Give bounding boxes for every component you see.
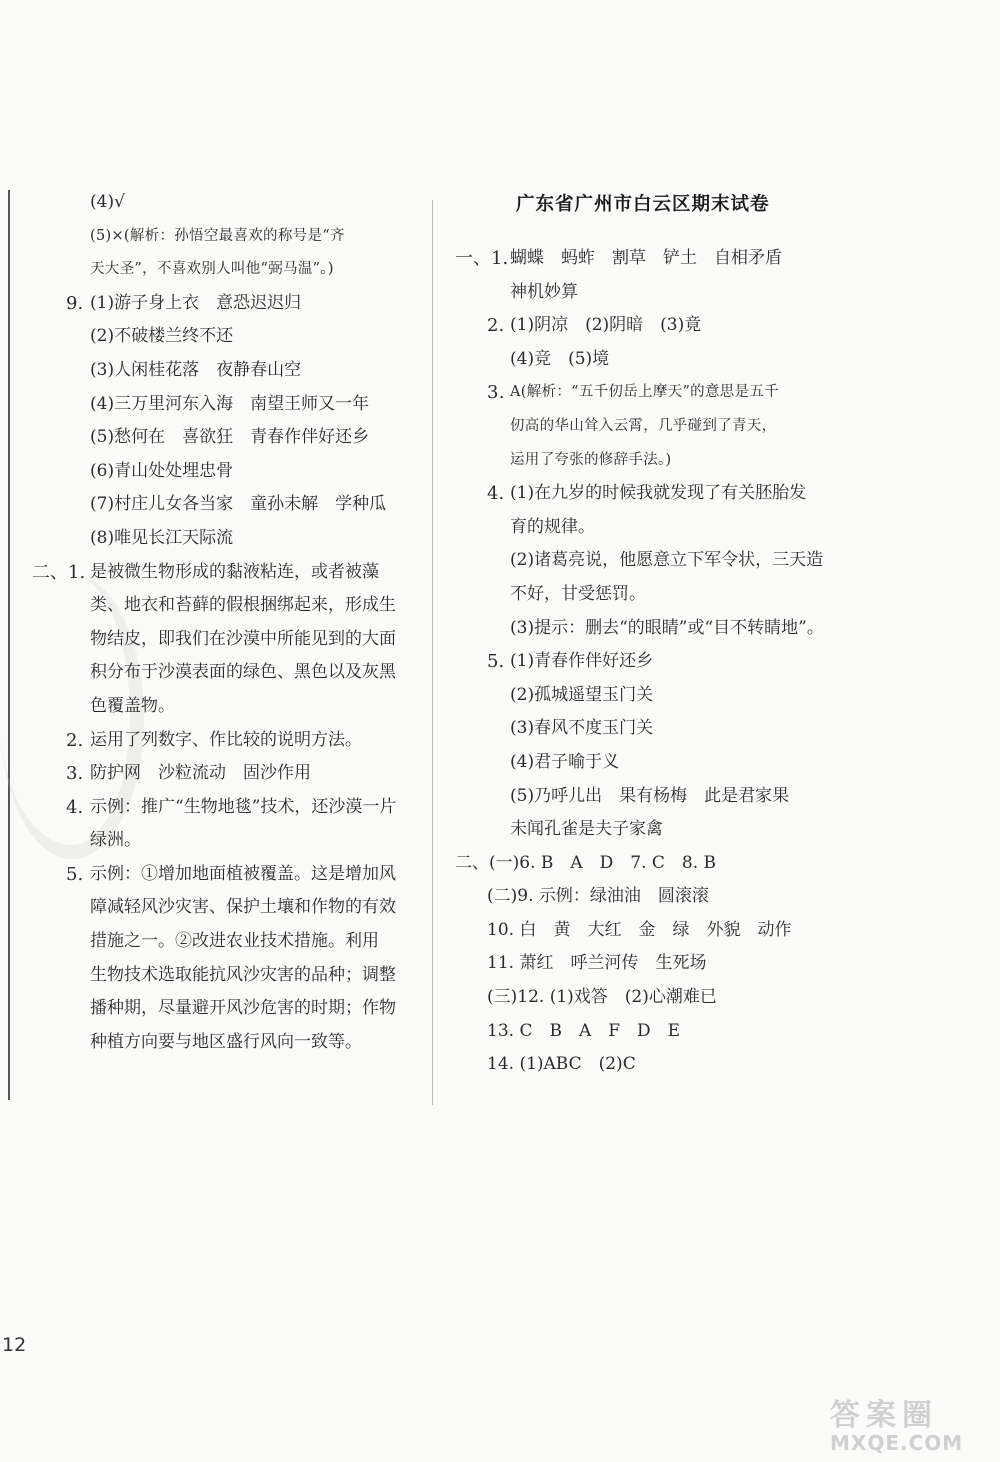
answer-line: (2)诸葛亮说，他愿意立下军令状，三天造 [510,550,824,571]
site-watermark [830,1400,995,1460]
answer-line [62,757,422,791]
question-number: 3. [487,382,505,404]
answer-line [62,287,422,321]
column-divider [432,200,433,1105]
question-number: 2. [487,315,505,337]
answer-line: (6)青山处处埋忠骨 [90,460,234,481]
answer-line: (8)唯见长江天际流 [90,527,234,548]
answer-line: (三)12. (1)戏答 (2)心潮难已 [487,987,717,1008]
answer-line: 生物技术选取能抗风沙灾害的品种；调整 [90,964,396,985]
question-number: 9. [66,292,84,314]
answer-text: 蝴蝶 蚂蚱 割草 铲土 自相矛盾 [510,248,782,268]
answer-text: 是被微生物形成的黏液粘连，或者被藻 [90,561,379,582]
answer-text: 运用了列数字、作比较的说明方法。 [90,729,362,750]
answer-line: (4)君子喻于义 [510,751,620,772]
answer-line [455,477,845,511]
answer-text: 防护网 沙粒流动 固沙作用 [90,763,311,784]
right-column [455,242,845,1082]
answer-line: (3)春风不度玉门关 [510,718,654,739]
answer-line: (3)提示：删去“的眼睛”或“目不转睛地”。 [510,617,824,638]
left-column [32,186,422,1059]
answer-line: 障减轻风沙灾害、保护土壤和作物的有效 [90,897,396,918]
question-number: 2. [66,729,84,751]
answer-line: 神机妙算 [510,281,578,302]
question-number: 4. [66,796,84,818]
answer-text: 示例：①增加地面植被覆盖。这是增加风 [90,863,396,884]
question-number: 5. [487,651,505,673]
answer-line: (5)乃呼儿出 果有杨梅 此是君家果 [510,785,790,806]
answer-line: 二、(一)6. B A D 7. C 8. B [455,852,717,873]
answer-text: A(解析：“五千仞岳上摩天”的意思是五千 [510,384,779,401]
answer-line: (4)√ [90,192,125,212]
answer-line [455,242,845,276]
answer-line [455,645,845,679]
answer-text: 示例：推广“生物地毯”技术，还沙漠一片 [90,796,397,817]
answer-line [62,791,422,825]
answer-text: (1)青春作伴好还乡 [510,651,654,672]
answer-line: (7)村庄儿女各当家 童孙未解 学种瓜 [90,494,387,515]
answer-line: (3)人闲桂花落 夜静春山空 [90,359,302,380]
answer-line: 14. (1)ABC (2)C [487,1054,636,1075]
answer-line: (2)不破楼兰终不还 [90,326,234,347]
answer-line: 13. C B A F D E [487,1020,681,1041]
watermark-url: MXQE.COM [830,1431,964,1455]
answer-line: (5)愁何在 喜欲狂 青春作伴好还乡 [90,427,370,448]
answer-line: (二)9. 示例：绿油油 圆滚滚 [487,886,709,907]
answer-text: (1)在九岁的时候我就发现了有关胚胎发 [510,483,807,504]
answer-line: (2)孤城遥望玉门关 [510,684,654,705]
answer-line: 种植方向要与地区盛行风向一致等。 [90,1031,362,1052]
answer-line: (4)竞 (5)境 [510,348,610,369]
answer-line: 运用了夸张的修辞手法。) [510,451,672,468]
answer-line: 绿洲。 [90,830,141,851]
page-number: 12 [2,1334,27,1356]
answer-line [32,556,422,590]
answer-text: (1)游子身上衣 意恐迟迟归 [90,292,302,313]
answer-line: 10. 白 黄 大红 金 绿 外貌 动作 [487,919,792,940]
question-number: 4. [487,483,505,505]
section-number: 一、1. [455,248,509,269]
answer-line: 措施之一。②改进农业技术措施。利用 [90,931,379,952]
answer-line: 物结皮，即我们在沙漠中所能见到的大面 [90,628,396,649]
answer-line: 仞高的华山耸入云霄，几乎碰到了青天， [510,417,777,434]
answer-line: (4)三万里河东入海 南望王师又一年 [90,393,370,414]
watermark-logo-text: 答案圈 [830,1398,938,1433]
answer-line: 播种期，尽量避开风沙危害的时期；作物 [90,998,396,1019]
section-number: 二、1. [32,561,86,583]
answer-line [455,309,845,343]
answer-line: 未闻孔雀是夫子家禽 [510,819,663,840]
answer-line: 天大圣”，不喜欢别人叫他“弼马温”。) [90,261,334,278]
answer-line [62,858,422,892]
answer-line [62,724,422,758]
answer-line: 不好，甘受惩罚。 [510,583,646,604]
answer-line: 类、地衣和苔藓的假根捆绑起来，形成生 [90,595,396,616]
question-number: 5. [66,863,84,885]
section-title: 广东省广州市白云区期末试卷 [516,194,770,215]
question-number: 3. [66,763,84,785]
answer-text: (1)阴凉 (2)阴暗 (3)竟 [510,315,702,336]
answer-line: (5)×(解析：孙悟空最喜欢的称号是“齐 [90,227,345,244]
answer-line: 积分布于沙漠表面的绿色、黑色以及灰黑 [90,662,396,683]
answer-line: 育的规律。 [510,516,595,537]
answer-line: 11. 萧红 呼兰河传 生死场 [487,953,707,974]
answer-line: 色覆盖物。 [90,695,175,716]
answer-line [455,376,845,410]
